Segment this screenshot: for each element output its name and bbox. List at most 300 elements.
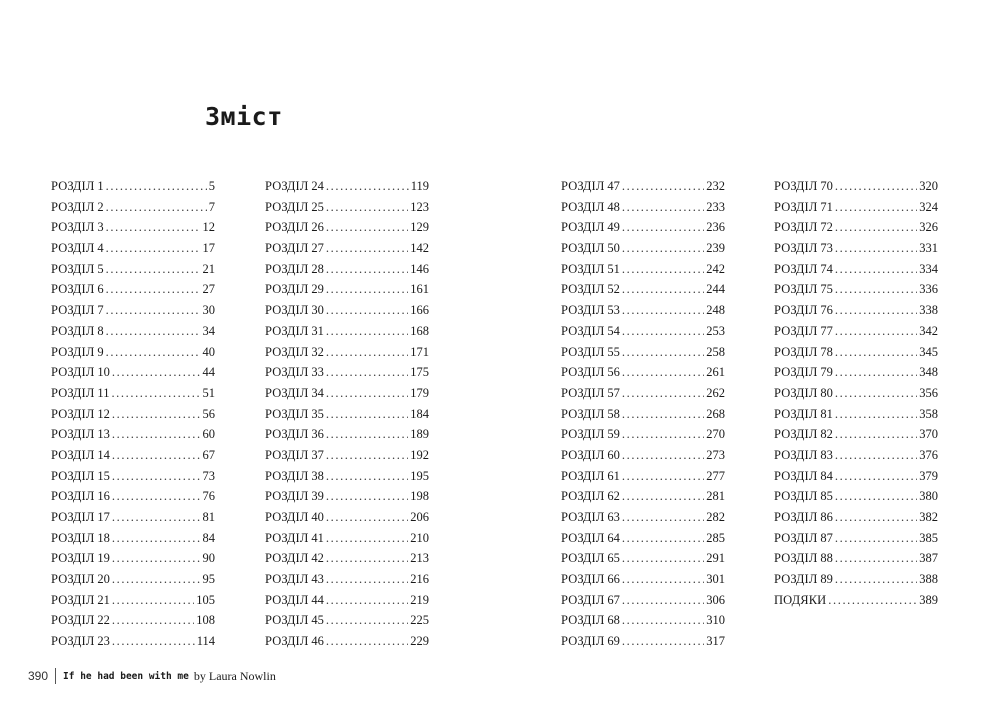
toc-entry-label: РОЗДІЛ <box>265 551 309 566</box>
toc-entry[interactable] <box>774 383 938 404</box>
toc-entry[interactable] <box>51 362 215 383</box>
toc-entry-label: РОЗДІЛ <box>265 241 309 256</box>
toc-leader-dots <box>326 486 408 507</box>
toc-entry-number: 23 <box>97 634 110 649</box>
toc-leader-dots <box>326 445 408 466</box>
toc-entry-number: 78 <box>820 344 833 359</box>
toc-entry-label: РОЗДІЛ <box>561 613 605 628</box>
toc-entry[interactable] <box>561 528 725 549</box>
toc-entry-label: РОЗДІЛ <box>51 261 95 276</box>
toc-entry-number: 49 <box>607 220 620 235</box>
toc-entry[interactable] <box>265 197 429 218</box>
toc-entry-number: 22 <box>97 613 110 628</box>
toc-entry-label: РОЗДІЛ <box>51 592 95 607</box>
toc-entry-page: 379 <box>919 468 938 483</box>
toc-entry-page: 114 <box>196 634 215 649</box>
toc-entry-page: 189 <box>410 427 429 442</box>
toc-entry-number: 84 <box>820 468 833 483</box>
toc-leader-dots <box>622 217 704 238</box>
toc-entry-label: РОЗДІЛ <box>774 447 818 462</box>
toc-entry-label: РОЗДІЛ <box>561 344 605 359</box>
toc-entry[interactable] <box>774 486 938 507</box>
toc-leader-dots <box>112 528 201 549</box>
toc-leader-dots <box>326 217 408 238</box>
toc-entry-page: 60 <box>202 427 215 442</box>
toc-entry[interactable] <box>774 342 938 363</box>
toc-leader-dots <box>622 362 704 383</box>
toc-entry-label: РОЗДІЛ <box>265 592 309 607</box>
toc-entry-number: 63 <box>607 510 620 524</box>
toc-entry[interactable] <box>561 569 725 590</box>
toc-leader-dots <box>326 590 408 611</box>
toc-entry-label: РОЗДІЛ <box>265 634 309 649</box>
toc-entry[interactable] <box>774 548 938 569</box>
toc-entry[interactable] <box>774 176 938 197</box>
toc-entry-number: 54 <box>607 323 620 338</box>
toc-entry-page: 261 <box>706 365 725 380</box>
toc-entry-page: 306 <box>706 592 725 607</box>
toc-entry-label: РОЗДІЛ <box>51 385 95 400</box>
toc-entry[interactable] <box>265 486 429 507</box>
toc-entry[interactable] <box>265 548 429 569</box>
toc-entry-label: РОЗДІЛ <box>265 613 309 628</box>
toc-leader-dots <box>326 300 408 321</box>
toc-entry-page: 73 <box>202 468 215 483</box>
toc-entry-number: 16 <box>97 489 110 504</box>
toc-entry-page: 324 <box>919 199 938 214</box>
toc-entry-label: РОЗДІЛ <box>51 365 95 380</box>
toc-entry[interactable] <box>561 342 725 363</box>
toc-leader-dots <box>835 466 917 487</box>
toc-entry[interactable] <box>774 569 938 590</box>
toc-entry-page: 277 <box>706 468 725 483</box>
toc-entry-label: РОЗДІЛ <box>561 261 605 276</box>
toc-entry-page: 262 <box>706 385 725 400</box>
toc-entry-page: 210 <box>410 530 429 545</box>
toc-entry-page: 84 <box>202 530 215 545</box>
toc-entry-number: 55 <box>607 344 620 359</box>
toc-entry-page: 389 <box>919 592 938 607</box>
toc-entry-page: 76 <box>202 489 215 504</box>
toc-entry-number: 35 <box>311 406 324 421</box>
toc-entry[interactable] <box>265 300 429 321</box>
toc-entry-label: РОЗДІЛ <box>51 551 95 566</box>
toc-entry-label: РОЗДІЛ <box>51 427 95 442</box>
toc-entry[interactable] <box>51 300 215 321</box>
toc-entry-number: 56 <box>607 365 620 380</box>
toc-entry[interactable] <box>561 507 725 528</box>
toc-entry[interactable] <box>561 362 725 383</box>
toc-entry-label: РОЗДІЛ <box>774 344 818 359</box>
toc-entry[interactable] <box>265 238 429 259</box>
toc-entry[interactable] <box>51 279 215 300</box>
toc-entry-number: 88 <box>820 551 833 566</box>
toc-entry-page: 244 <box>706 282 725 297</box>
toc-entry-page: 81 <box>202 510 215 524</box>
toc-entry[interactable] <box>561 259 725 280</box>
toc-entry-label: РОЗДІЛ <box>561 179 605 193</box>
toc-entry[interactable] <box>561 238 725 259</box>
toc-entry-label: РОЗДІЛ <box>51 489 95 504</box>
toc-entry[interactable] <box>51 238 215 259</box>
toc-entry-label: РОЗДІЛ <box>561 220 605 235</box>
toc-leader-dots <box>622 238 704 259</box>
toc-entry-page: 129 <box>410 220 429 235</box>
toc-entry[interactable] <box>265 528 429 549</box>
toc-entry-page: 382 <box>919 510 938 524</box>
toc-entry-number: 2 <box>97 199 104 214</box>
toc-entry-number: 61 <box>607 468 620 483</box>
toc-entry[interactable] <box>561 445 725 466</box>
toc-entry-label: РОЗДІЛ <box>265 427 309 442</box>
toc-entry-label: РОЗДІЛ <box>774 179 818 193</box>
toc-entry[interactable] <box>265 569 429 590</box>
toc-entry[interactable] <box>265 259 429 280</box>
toc-entry-label: РОЗДІЛ <box>774 323 818 338</box>
toc-entry[interactable] <box>561 197 725 218</box>
toc-entry-number: 79 <box>820 365 833 380</box>
toc-entry-page: 21 <box>202 261 215 276</box>
toc-entry-number: 27 <box>311 241 324 256</box>
toc-entry[interactable] <box>561 300 725 321</box>
toc-entry[interactable] <box>774 424 938 445</box>
toc-entry-label: РОЗДІЛ <box>51 282 95 297</box>
toc-entry[interactable] <box>265 610 429 631</box>
toc-entry-label: РОЗДІЛ <box>774 282 818 297</box>
toc-entry[interactable] <box>51 590 215 611</box>
toc-entry[interactable] <box>51 528 215 549</box>
toc-entry-page: 44 <box>202 365 215 380</box>
toc-leader-dots <box>835 259 917 280</box>
toc-entry-label: РОЗДІЛ <box>51 468 95 483</box>
toc-entry[interactable] <box>265 383 429 404</box>
toc-entry-number: 46 <box>311 634 324 649</box>
toc-entry-number: 44 <box>311 592 324 607</box>
toc-leader-dots <box>112 445 201 466</box>
toc-entry-number: 34 <box>311 385 324 400</box>
toc-leader-dots <box>326 279 408 300</box>
toc-entry-number: 38 <box>311 468 324 483</box>
toc-leader-dots <box>622 590 704 611</box>
toc-entry-number: 32 <box>311 344 324 359</box>
toc-leader-dots <box>835 528 917 549</box>
toc-entry[interactable] <box>561 279 725 300</box>
toc-leader-dots <box>326 321 408 342</box>
toc-entry[interactable] <box>774 528 938 549</box>
toc-entry[interactable] <box>774 466 938 487</box>
toc-entry-label: РОЗДІЛ <box>51 572 95 587</box>
toc-entry-page: 90 <box>202 551 215 566</box>
toc-entry-number: 11 <box>97 385 110 400</box>
toc-leader-dots <box>106 342 201 363</box>
toc-entry-label: РОЗДІЛ <box>265 489 309 504</box>
toc-entry-page: 336 <box>919 282 938 297</box>
toc-entry[interactable] <box>561 631 725 652</box>
toc-entry-page: 5 <box>208 179 215 193</box>
toc-leader-dots <box>835 176 917 197</box>
toc-entry-number: 45 <box>311 613 324 628</box>
toc-entry-number: 69 <box>607 634 620 649</box>
toc-entry-page: 108 <box>196 613 215 628</box>
toc-entry[interactable] <box>51 548 215 569</box>
toc-leader-dots <box>106 217 201 238</box>
toc-entry-number: 33 <box>311 365 324 380</box>
toc-leader-dots <box>835 404 917 425</box>
toc-leader-dots <box>835 238 917 259</box>
toc-entry[interactable] <box>774 445 938 466</box>
toc-entry-number: 7 <box>97 303 104 318</box>
toc-entry-number: 31 <box>311 323 324 338</box>
toc-entry[interactable] <box>774 404 938 425</box>
toc-entry[interactable] <box>774 259 938 280</box>
toc-entry[interactable] <box>51 197 215 218</box>
toc-entry[interactable] <box>51 383 215 404</box>
toc-entry-label: РОЗДІЛ <box>561 385 605 400</box>
toc-leader-dots <box>326 383 408 404</box>
toc-leader-dots <box>828 590 917 611</box>
toc-entry-number: 20 <box>97 572 110 587</box>
toc-entry-page: 233 <box>706 199 725 214</box>
toc-leader-dots <box>622 548 704 569</box>
toc-entry[interactable] <box>774 279 938 300</box>
toc-leader-dots <box>835 362 917 383</box>
toc-entry-page: 320 <box>919 179 938 193</box>
toc-leader-dots <box>622 507 704 528</box>
toc-entry-number: 1 <box>97 179 104 193</box>
toc-entry-page: 34 <box>202 323 215 338</box>
toc-entry-page: 385 <box>919 530 938 545</box>
toc-entry-number: 64 <box>607 530 620 545</box>
toc-entry-number: 74 <box>820 261 833 276</box>
toc-leader-dots <box>106 197 207 218</box>
toc-entry-number: 5 <box>97 261 104 276</box>
toc-entry-page: 225 <box>410 613 429 628</box>
toc-entry-page: 334 <box>919 261 938 276</box>
toc-entry[interactable] <box>561 424 725 445</box>
toc-entry[interactable] <box>51 466 215 487</box>
toc-entry-label: РОЗДІЛ <box>561 199 605 214</box>
toc-entry-page: 338 <box>919 303 938 318</box>
toc-entry-number: 3 <box>97 220 104 235</box>
toc-entry[interactable] <box>51 445 215 466</box>
toc-entry[interactable] <box>774 507 938 528</box>
toc-entry-page: 206 <box>410 510 429 524</box>
toc-entry-number: 43 <box>311 572 324 587</box>
toc-entry[interactable] <box>51 259 215 280</box>
toc-entry-number: 10 <box>97 365 110 380</box>
toc-entry[interactable] <box>265 466 429 487</box>
toc-entry-number: 37 <box>311 447 324 462</box>
toc-entry[interactable] <box>561 404 725 425</box>
toc-entry-page: 198 <box>410 489 429 504</box>
toc-leader-dots <box>112 569 201 590</box>
toc-entry-label: РОЗДІЛ <box>265 179 309 193</box>
toc-entry[interactable] <box>774 300 938 321</box>
toc-entry-number: 62 <box>607 489 620 504</box>
toc-entry[interactable] <box>561 176 725 197</box>
toc-entry-page: 119 <box>410 179 429 193</box>
toc-leader-dots <box>835 197 917 218</box>
toc-entry-label: РОЗДІЛ <box>51 406 95 421</box>
toc-entry[interactable] <box>51 342 215 363</box>
toc-leader-dots <box>326 362 408 383</box>
toc-entry[interactable] <box>265 176 429 197</box>
toc-leader-dots <box>106 238 201 259</box>
toc-entry-label: РОЗДІЛ <box>774 406 818 421</box>
toc-entry[interactable] <box>265 445 429 466</box>
toc-entry-page: 239 <box>706 241 725 256</box>
toc-entry-page: 175 <box>410 365 429 380</box>
toc-entry[interactable] <box>265 631 429 652</box>
toc-entry[interactable] <box>51 321 215 342</box>
toc-leader-dots <box>835 548 917 569</box>
toc-entry-page: 166 <box>410 303 429 318</box>
toc-entry[interactable] <box>265 507 429 528</box>
toc-entry-label: РОЗДІЛ <box>51 634 95 649</box>
toc-entry[interactable] <box>561 466 725 487</box>
toc-entry[interactable] <box>774 197 938 218</box>
toc-entry-number: 50 <box>607 241 620 256</box>
toc-entry-label: РОЗДІЛ <box>265 406 309 421</box>
toc-entry-page: 270 <box>706 427 725 442</box>
toc-entry-page: 331 <box>919 241 938 256</box>
toc-entry[interactable] <box>265 217 429 238</box>
toc-leader-dots <box>622 610 704 631</box>
toc-leader-dots <box>622 383 704 404</box>
toc-entry[interactable] <box>561 383 725 404</box>
toc-entry-number: 24 <box>311 179 324 193</box>
toc-entry[interactable] <box>265 362 429 383</box>
toc-leader-dots <box>326 610 408 631</box>
toc-entry-number: 25 <box>311 199 324 214</box>
toc-entry-page: 356 <box>919 385 938 400</box>
toc-entry[interactable] <box>561 486 725 507</box>
toc-entry[interactable] <box>561 610 725 631</box>
toc-entry-page: 376 <box>919 447 938 462</box>
toc-entry-page: 168 <box>410 323 429 338</box>
toc-entry[interactable] <box>51 486 215 507</box>
toc-entry[interactable] <box>51 176 215 197</box>
toc-entry[interactable] <box>561 217 725 238</box>
toc-entry[interactable] <box>265 321 429 342</box>
toc-entry[interactable] <box>51 569 215 590</box>
toc-entry-label: РОЗДІЛ <box>774 303 818 318</box>
toc-entry-label: РОЗДІЛ <box>265 303 309 318</box>
toc-column-1 <box>51 176 215 652</box>
toc-leader-dots <box>106 176 207 197</box>
toc-entry[interactable] <box>561 321 725 342</box>
toc-entry[interactable] <box>265 424 429 445</box>
toc-entry-page: 342 <box>919 323 938 338</box>
toc-entry[interactable] <box>51 631 215 652</box>
toc-entry-page: 142 <box>410 241 429 256</box>
toc-entry-number: 29 <box>311 282 324 297</box>
toc-entry-number: 14 <box>97 447 110 462</box>
toc-entry-label: РОЗДІЛ <box>561 447 605 462</box>
toc-entry-page: 317 <box>706 634 725 649</box>
toc-leader-dots <box>622 424 704 445</box>
toc-entry[interactable] <box>265 590 429 611</box>
toc-entry-page: 56 <box>202 406 215 421</box>
toc-entry-label: РОЗДІЛ <box>265 510 309 524</box>
toc-entry[interactable] <box>51 424 215 445</box>
toc-entry-number: 75 <box>820 282 833 297</box>
toc-entry-number: 30 <box>311 303 324 318</box>
toc-entry-number: 73 <box>820 241 833 256</box>
toc-entry-page: 216 <box>410 572 429 587</box>
toc-leader-dots <box>622 404 704 425</box>
toc-entry[interactable] <box>265 279 429 300</box>
toc-entry-label: РОЗДІЛ <box>561 572 605 587</box>
toc-leader-dots <box>326 404 408 425</box>
toc-entry-label: РОЗДІЛ <box>774 385 818 400</box>
toc-entry-page: 285 <box>706 530 725 545</box>
toc-entry-page: 30 <box>202 303 215 318</box>
toc-entry[interactable] <box>774 362 938 383</box>
toc-entry-number: 70 <box>820 179 833 193</box>
toc-entry-number: 21 <box>97 592 110 607</box>
toc-entry-page: 192 <box>410 447 429 462</box>
toc-leader-dots <box>326 342 408 363</box>
toc-entry[interactable] <box>774 321 938 342</box>
toc-entry[interactable] <box>51 217 215 238</box>
toc-entry[interactable] <box>51 610 215 631</box>
toc-entry-number: 53 <box>607 303 620 318</box>
toc-entry-number: 80 <box>820 385 833 400</box>
toc-entry-label: РОЗДІЛ <box>265 365 309 380</box>
toc-entry[interactable] <box>265 404 429 425</box>
toc-entry-label: РОЗДІЛ <box>265 447 309 462</box>
toc-entry[interactable] <box>51 507 215 528</box>
toc-column-3 <box>561 176 725 652</box>
toc-entry-label: РОЗДІЛ <box>561 634 605 649</box>
toc-entry-label: ПОДЯКИ <box>774 592 827 607</box>
toc-entry-page: 161 <box>410 282 429 297</box>
toc-entry[interactable] <box>774 217 938 238</box>
toc-entry-number: 8 <box>97 323 104 338</box>
toc-leader-dots <box>326 424 408 445</box>
toc-leader-dots <box>106 321 201 342</box>
toc-entry[interactable] <box>561 590 725 611</box>
toc-entry-label: РОЗДІЛ <box>265 199 309 214</box>
toc-entry[interactable] <box>774 238 938 259</box>
toc-entry-number: 83 <box>820 447 833 462</box>
toc-entry-page: 387 <box>919 551 938 566</box>
toc-entry-page: 236 <box>706 220 725 235</box>
toc-entry-page: 380 <box>919 489 938 504</box>
toc-entry[interactable] <box>265 342 429 363</box>
toc-entry-number: 67 <box>607 592 620 607</box>
toc-entry-label: РОЗДІЛ <box>51 613 95 628</box>
toc-leader-dots <box>622 486 704 507</box>
toc-leader-dots <box>622 528 704 549</box>
toc-leader-dots <box>622 569 704 590</box>
toc-entry[interactable] <box>561 548 725 569</box>
toc-entry-page: 7 <box>208 199 215 214</box>
toc-entry-number: 89 <box>820 572 833 587</box>
toc-entry-label: РОЗДІЛ <box>561 365 605 380</box>
toc-column-4 <box>774 176 938 610</box>
toc-entry[interactable] <box>774 590 938 611</box>
toc-entry-label: РОЗДІЛ <box>774 468 818 483</box>
toc-leader-dots <box>835 383 917 404</box>
toc-leader-dots <box>622 342 704 363</box>
toc-leader-dots <box>835 569 917 590</box>
toc-leader-dots <box>111 383 200 404</box>
toc-entry-number: 6 <box>97 282 104 297</box>
toc-entry-label: РОЗДІЛ <box>561 592 605 607</box>
toc-entry[interactable] <box>51 404 215 425</box>
